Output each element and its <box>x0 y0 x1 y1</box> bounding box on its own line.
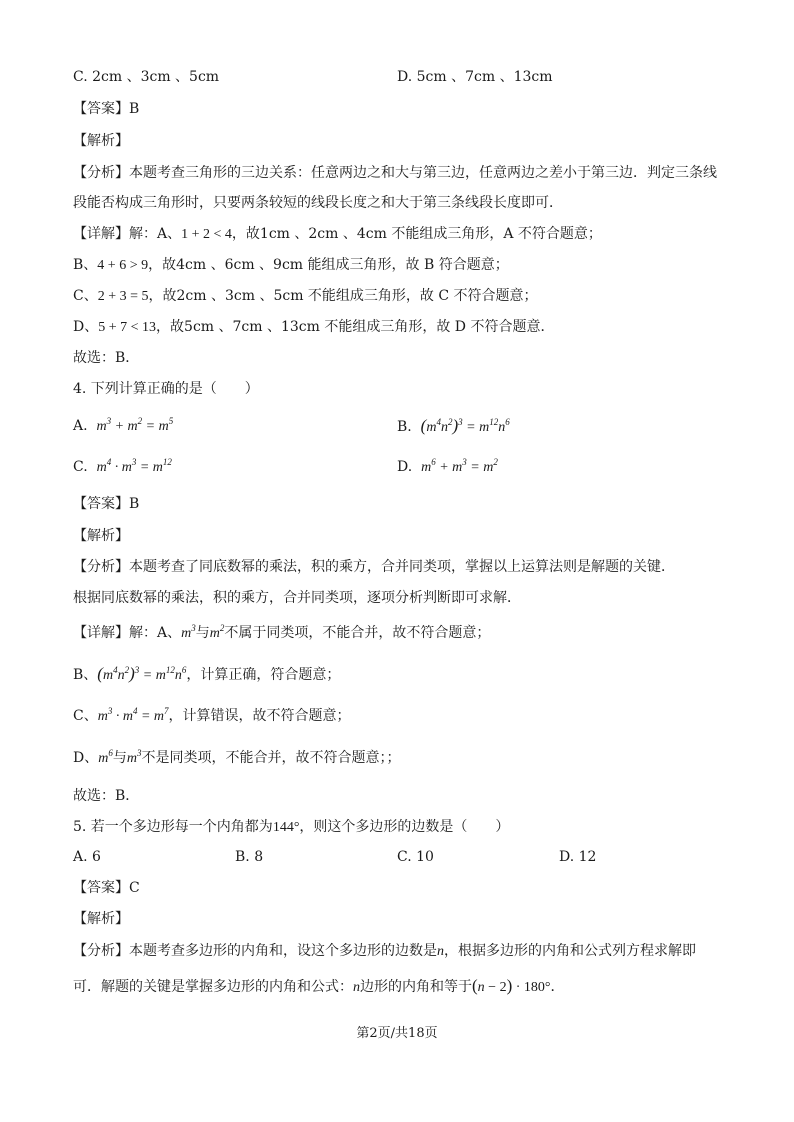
q3-detail-b-text: ，故4cm 、6cm 、9cm 能组成三角形，故 B 符合题意； <box>148 257 509 273</box>
q3-detail-c <box>73 286 538 307</box>
q3-detail-b-expr: 4 + 6 > 9 <box>97 258 149 273</box>
q4-option-d-formula: $m^6 + m^3 = m^2$ <box>421 457 498 475</box>
q4-option-c-label: C. <box>73 459 88 475</box>
q3-analysis-tag: 【解析】 <box>73 133 129 149</box>
q4-option-a-formula: $m^3 + m^2 = m^5$ <box>96 416 174 434</box>
q4-option-c <box>73 457 172 478</box>
q4-option-d <box>397 457 498 478</box>
q4-option-b-formula: $(m^4n^2)^3 = m^{12}n^6$ <box>420 416 510 435</box>
q5-option-b: B. 8 <box>235 849 264 865</box>
q3-detail-d-expr: 5 + 7 < 13 <box>98 320 157 335</box>
q4-option-c-formula: $m^4 \cdot m^3 = m^{12}$ <box>96 457 172 475</box>
q3-detail-a-text: ，故1cm 、2cm 、4cm 不能组成三角形，A 不符合题意； <box>231 226 602 242</box>
page-footer: 第2页/共18页 <box>356 1026 438 1041</box>
q4-detail-a-term-2: $m^2$ <box>209 623 225 641</box>
q4-stem: 4. 下列计算正确的是（ ） <box>73 381 259 397</box>
q5-option-c: C. 10 <box>397 849 434 865</box>
q4-detail-d <box>73 748 400 769</box>
q3-analysis-line-1: 【分析】本题考查三角形的三边关系：任意两边之和大与第三边，任意两边之差小于第三边．判定三条线 <box>73 165 717 181</box>
q4-detail-a-prefix: 【详解】解：A、 <box>73 625 182 641</box>
q4-option-a <box>73 416 173 437</box>
q3-detail-d-text: ，故5cm 、7cm 、13cm 不能组成三角形，故 D 不符合题意． <box>156 319 555 335</box>
q4-option-b-label: B. <box>397 419 412 435</box>
q5-analysis-line-1a: 【分析】本题考查多边形的内角和，设这个多边形的边数是 <box>73 943 437 959</box>
q3-detail-a-expr: 1 + 2 < 4 <box>181 227 232 242</box>
q4-detail-a-text: 不属于同类项，不能合并，故不符合题意； <box>224 625 491 641</box>
q5-var-n-2: n <box>353 980 360 995</box>
q4-choice: 故选：B． <box>73 788 140 804</box>
q3-detail-a-prefix: 【详解】解：A、 <box>73 226 182 242</box>
q5-stem <box>73 817 509 838</box>
q3-detail-d-prefix: D、 <box>73 319 99 335</box>
q3-option-d: D. 5cm 、7cm 、13cm <box>397 69 553 85</box>
q3-choice: 故选：B． <box>73 350 140 366</box>
q5-analysis-line-2b: 边形的内角和等于 <box>360 979 472 995</box>
q5-analysis-tag: 【解析】 <box>73 911 129 927</box>
q3-detail-b <box>73 255 509 276</box>
q5-angle: 144° <box>272 820 300 835</box>
q3-detail-a <box>73 224 602 245</box>
q3-detail-b-prefix: B、 <box>73 257 98 273</box>
q4-detail-a <box>73 623 490 644</box>
q4-detail-d-term-2: $m^3$ <box>126 748 142 766</box>
q4-analysis-line-2: 根据同底数幂的乘法，积的乘方，合并同类项，逐项分析判断即可求解． <box>73 590 521 606</box>
q4-analysis-tag: 【解析】 <box>73 528 129 544</box>
q4-detail-d-prefix: D、 <box>73 750 99 766</box>
q5-option-a: A. 6 <box>73 849 101 865</box>
q4-detail-b-formula: $(m^4n^2)^3 = m^{12}n^6$ <box>97 664 187 683</box>
q3-detail-c-prefix: C、 <box>73 288 98 304</box>
q4-detail-a-mid: 与 <box>195 625 210 641</box>
q4-detail-c-formula: $m^3 \cdot m^4 = m^7$ <box>97 706 169 724</box>
q4-detail-b <box>73 664 340 686</box>
q5-analysis-line-2a: 可．解题的关键是掌握多边形的内角和公式： <box>73 979 353 995</box>
q4-option-a-label: A. <box>73 418 88 434</box>
q4-analysis-line-1: 【分析】本题考查了同底数幂的乘法，积的乘方，合并同类项，掌握以上运算法则是解题的关键． <box>73 559 675 575</box>
q4-answer: 【答案】B <box>73 496 140 512</box>
q4-detail-b-prefix: B、 <box>73 667 98 683</box>
q3-option-c: C. 2cm 、3cm 、5cm <box>73 69 220 85</box>
q5-stem-part-2: ，则这个多边形的边数是（ ） <box>299 819 510 835</box>
q5-stem-part-1: 5. 若一个多边形每一个内角都为 <box>73 819 273 835</box>
q5-analysis-line-1b: ，根据多边形的内角和公式列方程求解即 <box>444 943 696 959</box>
q4-detail-a-term-1: $m^3$ <box>181 623 196 641</box>
q5-analysis-line-2 <box>73 976 565 998</box>
q4-detail-d-mid: 与 <box>112 750 127 766</box>
q5-answer: 【答案】C <box>73 880 140 896</box>
q3-analysis-line-2: 段能否构成三角形时，只要两条较短的线段长度之和大于第三条线段长度即可． <box>73 195 563 211</box>
q4-detail-c-text: ，计算错误，故不符合题意； <box>168 708 351 724</box>
q5-option-d: D. 12 <box>559 849 597 865</box>
q4-detail-c-prefix: C、 <box>73 708 98 724</box>
q4-detail-d-text: 不是同类项，不能合并，故不符合题意；； <box>141 750 401 766</box>
q4-detail-b-text: ，计算正确，符合题意； <box>186 667 341 683</box>
q4-detail-c <box>73 706 351 727</box>
q4-detail-d-term-1: $m^6$ <box>98 748 113 766</box>
q4-option-b <box>397 416 510 438</box>
q3-detail-d <box>73 317 554 338</box>
q5-var-n: n <box>437 944 444 959</box>
q5-analysis-line-1 <box>73 941 696 962</box>
q5-formula-sum: (n − 2) · 180° <box>472 976 551 995</box>
q3-detail-c-expr: 2 + 3 = 5 <box>97 289 149 304</box>
q5-analysis-line-2c: ． <box>550 979 565 995</box>
q4-option-d-label: D. <box>397 459 413 475</box>
q3-detail-c-text: ，故2cm 、3cm 、5cm 不能组成三角形，故 C 不符合题意； <box>148 288 538 304</box>
q3-answer: 【答案】B <box>73 101 140 117</box>
